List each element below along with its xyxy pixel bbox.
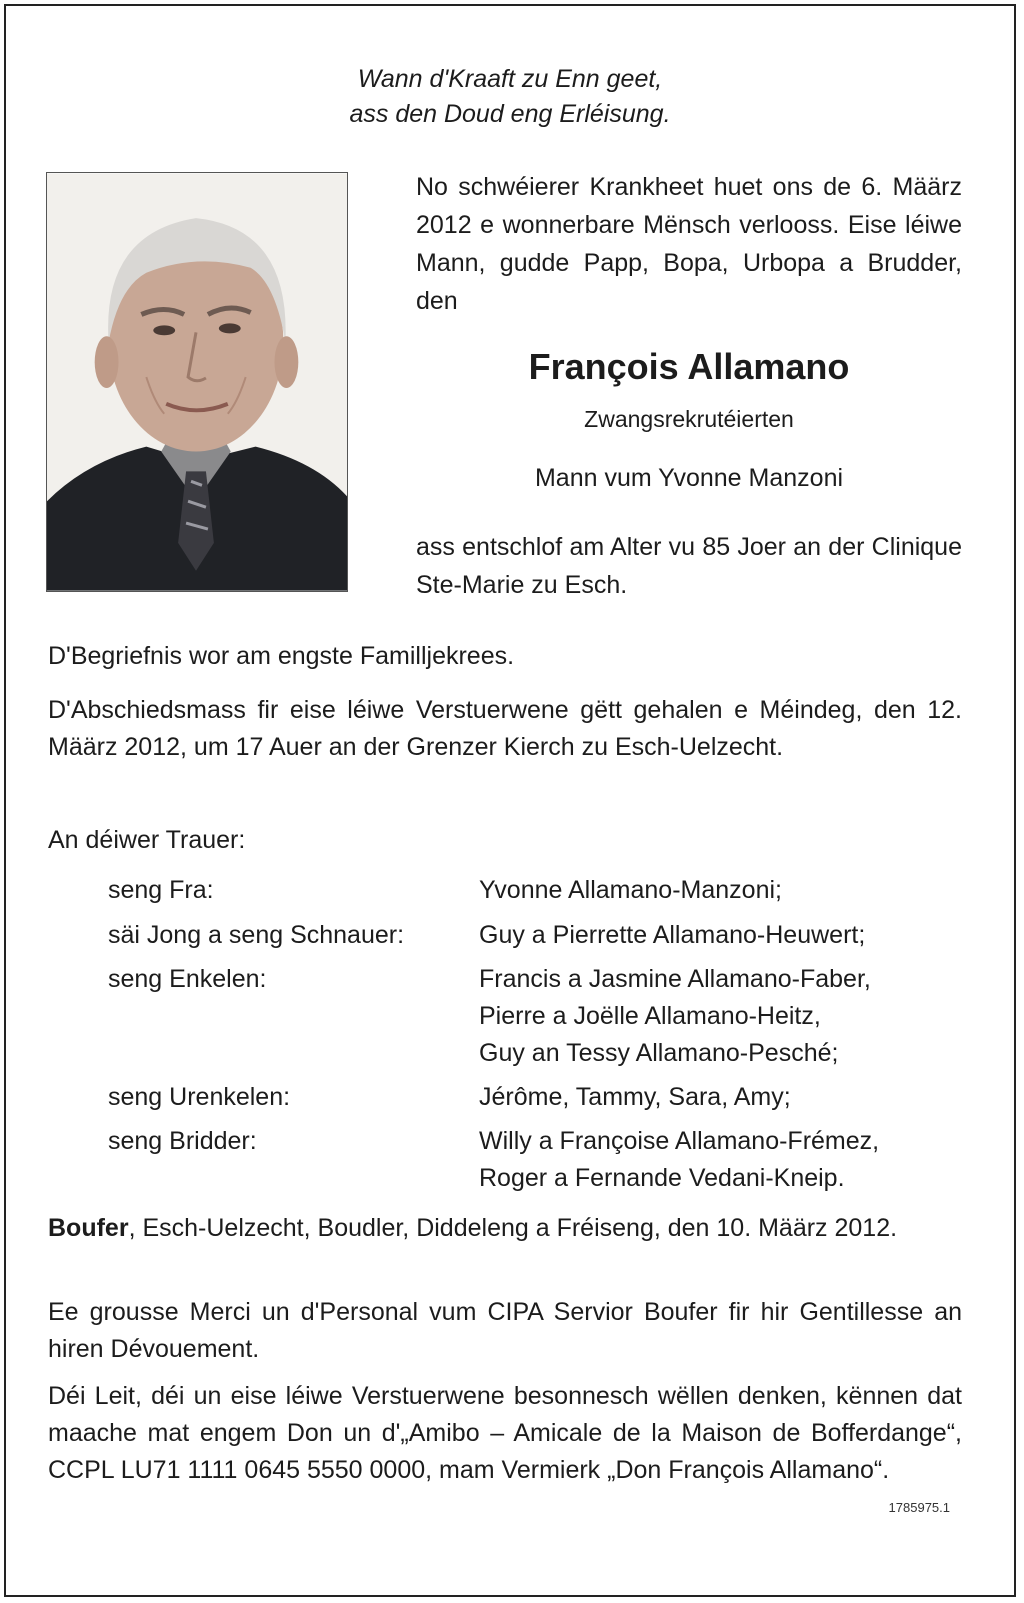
- mourner-name: Willy a Françoise Allamano-Frémez,: [479, 1127, 880, 1155]
- mourners-heading: An déiwer Trauer:: [48, 826, 246, 854]
- thanks-text: Ee grousse Merci un d'Personal vum CIPA Servior Boufer fir hir Gentillesse an hiren Dévouement.: [48, 1298, 962, 1363]
- mourner-relation: seng Enkelen:: [108, 965, 267, 993]
- mourner-names: [479, 961, 871, 1072]
- mourner-names: [479, 917, 865, 954]
- place-date: [48, 1210, 962, 1247]
- mourner-name: Guy a Pierrette Allamano-Heuwert;: [479, 921, 866, 949]
- mourner-name: Jérôme, Tammy, Sara, Amy;: [479, 1083, 791, 1111]
- mourner-relation: säi Jong a seng Schnauer:: [108, 921, 405, 949]
- donation-text: Déi Leit, déi un eise léiwe Verstuerwene besonnesch wëllen denken, kënnen dat maache mat engem Don un d'„Amibo – Amicale de la Maison de Bofferdange“, CCPL LU71 1111 0645 5550 0000, mam Vermierk „Don François Allamano“.: [48, 1382, 962, 1484]
- reference-number: 1785975.1: [888, 1500, 950, 1515]
- mass-text: D'Abschiedsmass fir eise léiwe Verstuerwene gëtt gehalen e Méindeg, den 12. Määrz 2012, um 17 Auer an der Grenzer Kierch zu Esch-Uelzecht.: [48, 696, 962, 761]
- mourner-name: Francis a Jasmine Allamano-Faber,: [479, 965, 871, 993]
- mourner-relation: seng Bridder:: [108, 1127, 257, 1155]
- deceased-name: François Allamano: [528, 346, 850, 387]
- funeral-text: D'Begriefnis wor am engste Familljekrees.: [48, 642, 515, 670]
- obituary-notice: [4, 4, 1016, 1597]
- mourner-name: Yvonne Allamano-Manzoni;: [479, 876, 782, 904]
- spouse-line: Mann vum Yvonne Manzoni: [534, 464, 844, 492]
- motto: [6, 62, 1014, 132]
- mourner-names: [479, 1079, 791, 1116]
- motto-line-1: Wann d'Kraaft zu Enn geet,: [357, 65, 663, 93]
- mourner-name: Guy an Tessy Allamano-Pesché;: [479, 1039, 839, 1067]
- portrait-photo: [46, 172, 348, 592]
- mourner-relation: seng Urenkelen:: [108, 1083, 291, 1111]
- motto-line-2: ass den Doud eng Erléisung.: [349, 100, 671, 128]
- mourner-name: Roger a Fernande Vedani-Kneip.: [479, 1164, 845, 1192]
- death-notice: ass entschlof am Alter vu 85 Joer an der Clinique Ste-Marie zu Esch.: [416, 533, 962, 599]
- intro-text: No schwéierer Krankheet huet ons de 6. Määrz 2012 e wonnerbare Mënsch verlooss. Eise léiwe Mann, gudde Papp, Bopa, Urbopa a Brudder, den: [416, 173, 962, 315]
- mourner-names: [479, 872, 782, 909]
- mourner-names: [479, 1123, 879, 1197]
- mourner-name: Pierre a Joëlle Allamano-Heitz,: [479, 1002, 821, 1030]
- deceased-title: Zwangsrekrutéierten: [584, 406, 794, 432]
- place-rest: , Esch-Uelzecht, Boudler, Diddeleng a Fréiseng, den 10. Määrz 2012.: [128, 1214, 898, 1242]
- place-bold: Boufer: [48, 1214, 129, 1242]
- mourner-relation: seng Fra:: [108, 876, 214, 904]
